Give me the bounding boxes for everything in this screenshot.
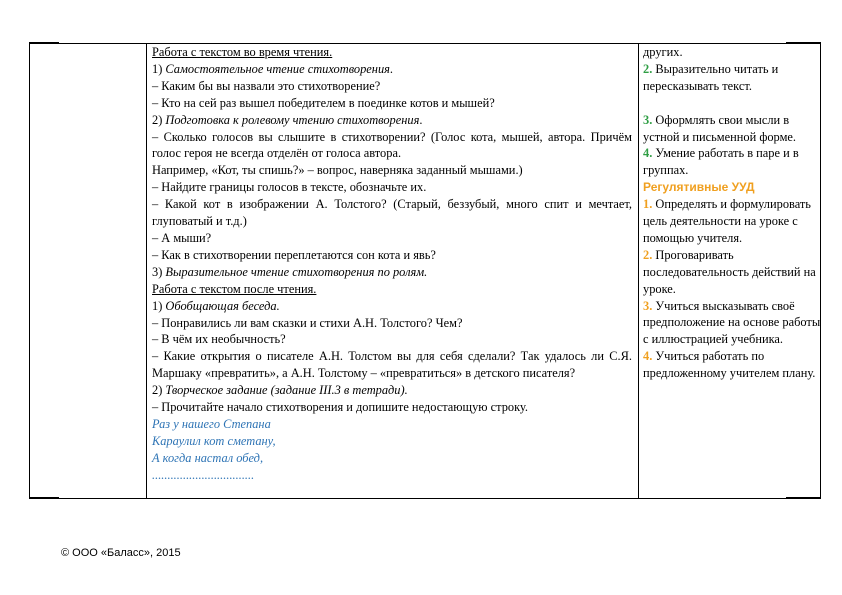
item-number: 3) — [152, 264, 166, 279]
table-column-divider — [638, 43, 639, 499]
question: – Каким бы вы назвали это стихотворение? — [152, 78, 381, 93]
table-bottom-border-right — [786, 497, 821, 499]
poem-blank-line: ................................. — [152, 467, 255, 482]
section-heading-after-reading: Работа с текстом после чтения. — [152, 281, 317, 296]
skill-item — [643, 145, 821, 179]
list-item — [152, 112, 632, 129]
skill-number: 3. — [643, 112, 653, 127]
skill-number: 2. — [643, 61, 653, 76]
skill-item — [643, 298, 821, 349]
table-column-divider — [29, 43, 30, 499]
item-number: 2) — [152, 383, 166, 398]
question: – В чём их необычность? — [152, 332, 286, 347]
question: – Какие открытия о писателе А.Н. Толстом вы для себя сделали? Так удалось ли С.Я. Маршаку «превратить», а А.Н. Толстому – «превратиться» в детского писателя? — [152, 349, 632, 381]
question: – Кто на сей раз вышел победителем в поединке котов и мышей? — [152, 95, 495, 110]
table-top-border-left — [29, 42, 59, 44]
item-number: 2) — [152, 112, 166, 127]
skill-item — [643, 196, 821, 247]
question: – Понравились ли вам сказки и стихи А.Н. Толстого? Чем? — [152, 315, 463, 330]
question: – Прочитайте начало стихотворения и допишите недостающую строку. — [152, 400, 528, 415]
skill-continuation: других. — [643, 45, 683, 59]
item-punct: . — [419, 112, 423, 127]
table-column-divider — [146, 43, 147, 499]
list-item — [152, 61, 632, 78]
item-title: Подготовка к ролевому чтению стихотворения — [165, 112, 420, 127]
item-punct: . — [389, 61, 394, 76]
skill-text: Выразительно читать и пересказывать текст. — [643, 61, 779, 93]
skill-number: 3. — [643, 298, 653, 313]
question: – Сколько голосов вы слышите в стихотворении? (Голос кота, мышей, автора. Причём голос героя не всегда отделён от голоса автора. — [152, 129, 632, 161]
item-title: Творческое задание (задание III.3 в тетради). — [165, 383, 408, 398]
item-number: 1) — [152, 298, 166, 313]
item-title: Обобщающая беседа. — [165, 298, 280, 313]
poem-line: Караулил кот сметану, — [152, 433, 276, 448]
skill-number: 1. — [643, 197, 653, 212]
table-bottom-border-left — [29, 497, 59, 499]
question: Например, «Кот, ты спишь?» – вопрос, наверняка заданный мышами.) — [152, 163, 523, 178]
poem-line: Раз у нашего Степана — [152, 416, 271, 431]
skill-number: 2. — [643, 247, 653, 262]
item-title: Выразительное чтение стихотворения по ролям. — [165, 264, 428, 279]
skill-text: Учиться работать по предложенному учителем плану. — [643, 349, 816, 381]
skill-text: Учиться высказывать своё предположение на основе работы с иллюстрацией учебника. — [643, 298, 821, 347]
skill-text: Определять и формулировать цель деятельности на уроке с помощью учителя. — [643, 197, 811, 245]
skill-item — [643, 247, 821, 298]
skill-text: Оформлять свои мысли в устной и письменной форме. — [643, 112, 797, 144]
section-heading-during-reading: Работа с текстом во время чтения. — [152, 45, 333, 59]
skill-number: 4. — [643, 146, 653, 161]
skill-text: Умение работать в паре и в группах. — [643, 146, 799, 178]
question: – Найдите границы голосов в тексте, обозначьте их. — [152, 180, 427, 195]
item-title: Самостоятельное чтение стихотворения — [165, 61, 390, 76]
item-number: 1) — [152, 61, 166, 76]
skill-number: 4. — [643, 349, 653, 364]
skill-item — [643, 61, 821, 95]
list-item — [152, 382, 632, 399]
question: – А мыши? — [152, 230, 212, 245]
list-item — [152, 264, 632, 281]
skills-cell — [643, 44, 821, 382]
skill-item — [643, 348, 821, 382]
copyright-footer: © ООО «Баласс», 2015 — [61, 547, 181, 559]
question: – Какой кот в изображении А. Толстого? (Старый, беззубый, много спит и мечтает, глуповатый и т.д.) — [152, 197, 632, 229]
poem-line: А когда настал обед, — [152, 450, 264, 465]
skill-text: Проговаривать последовательность действий на уроке. — [643, 247, 816, 296]
regulative-heading: Регулятивные УУД — [643, 180, 755, 195]
table-bottom-border — [29, 498, 821, 499]
question: – Как в стихотворении переплетаются сон кота и явь? — [152, 247, 436, 262]
skill-item — [643, 112, 821, 146]
list-item — [152, 298, 632, 315]
lesson-content-cell — [152, 44, 632, 484]
